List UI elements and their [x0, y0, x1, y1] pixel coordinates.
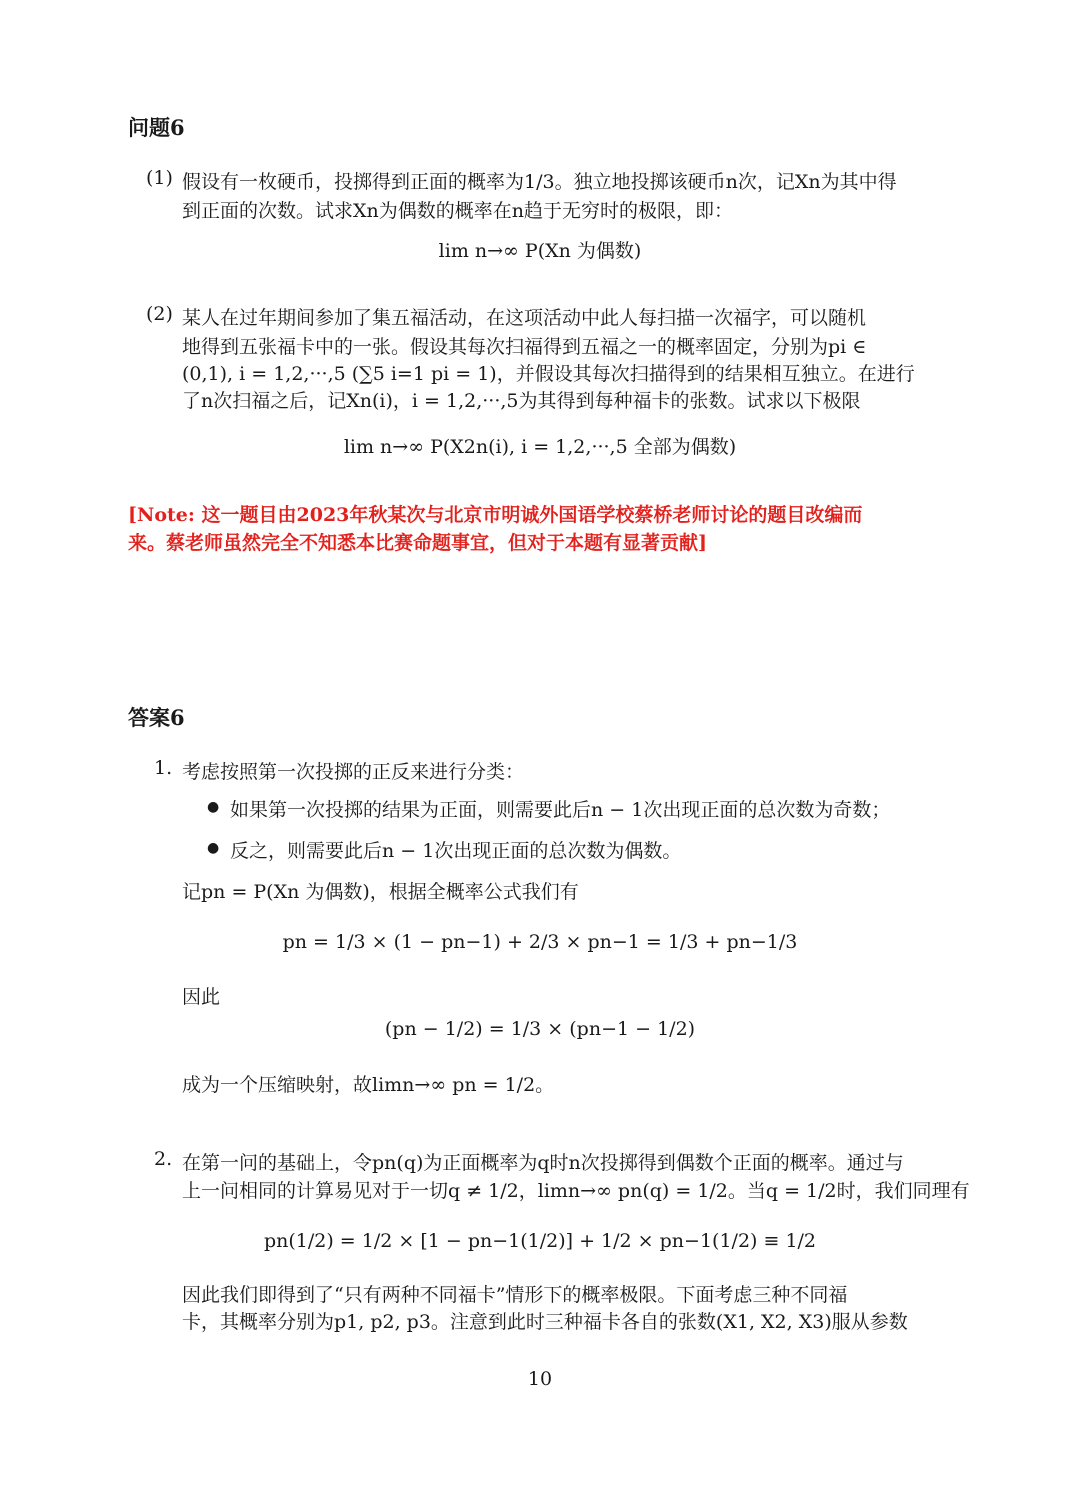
note-line2: 来。蔡老师虽然完全不知悉本比赛命题事宜，但对于本题有显著贡献]	[128, 532, 707, 554]
note-line1: [Note: 这一题目由2023年秋某次与北京市明诚外国语学校蔡桥老师讨论的题目改编而	[128, 504, 863, 526]
part1-label: (1)	[146, 167, 173, 189]
part2-line1: 某人在过年期间参加了集五福活动，在这项活动中此人每扫描一次福字，可以随机	[182, 307, 867, 329]
item2-line4: 卡，其概率分别为p1, p2, p3。注意到此时三种福卡各自的张数(X1, X2, X3)服从参数	[182, 1311, 908, 1333]
bullet-icon: ●	[207, 840, 220, 856]
item1-therefore: 因此	[182, 986, 221, 1008]
item2-line2: 上一问相同的计算易见对于一切q ≠ 1/2，limn→∞ pn(q) = 1/2。当q = 1/2时，我们同理有	[182, 1180, 970, 1202]
item1-bullet2: 反之，则需要此后n − 1次出现正面的总次数为偶数。	[230, 840, 682, 862]
item2-label: 2.	[154, 1148, 173, 1170]
item1-eq1: pn = 1/3 × (1 − pn−1) + 2/3 × pn−1 = 1/3 + pn−1/3	[282, 931, 798, 953]
item1-conclusion: 成为一个压缩映射，故limn→∞ pn = 1/2。	[182, 1074, 555, 1096]
part2-formula: lim n→∞ P(X2n(i), i = 1,2,···,5 全部为偶数)	[343, 436, 737, 458]
part2-line4: 了n次扫福之后，记Xn(i)，i = 1,2,···,5为其得到每种福卡的张数。试求以下极限	[182, 390, 861, 412]
item1-define: 记pn = P(Xn 为偶数)，根据全概率公式我们有	[182, 881, 579, 903]
item2-eq3: pn(1/2) = 1/2 × [1 − pn−1(1/2)] + 1/2 × pn−1(1/2) ≡ 1/2	[263, 1230, 817, 1252]
item2-line3: 因此我们即得到了“只有两种不同福卡”情形下的概率极限。下面考虑三种不同福	[182, 1284, 848, 1306]
part1-formula: lim n→∞ P(Xn 为偶数)	[438, 240, 642, 262]
bullet-icon: ●	[207, 799, 220, 815]
part2-line2: 地得到五张福卡中的一张。假设其每次扫福得到五福之一的概率固定，分别为pi ∈	[182, 336, 867, 358]
part1-line2: 到正面的次数。试求Xn为偶数的概率在n趋于无穷时的极限，即：	[182, 200, 734, 222]
item1-bullet1: 如果第一次投掷的结果为正面，则需要此后n − 1次出现正面的总次数为奇数；	[230, 799, 891, 821]
question-title: 问题6	[128, 115, 185, 140]
page-number: 10	[527, 1368, 553, 1390]
part2-label: (2)	[146, 303, 173, 325]
answer-title: 答案6	[128, 705, 185, 730]
item1-intro: 考虑按照第一次投掷的正反来进行分类：	[182, 761, 525, 783]
item1-eq2: (pn − 1/2) = 1/3 × (pn−1 − 1/2)	[384, 1018, 696, 1040]
part2-line3: (0,1), i = 1,2,···,5 (∑5 i=1 pi = 1)，并假设其每次扫描得到的结果相互独立。在进行	[182, 363, 915, 385]
part1-line1: 假设有一枚硬币，投掷得到正面的概率为1/3。独立地投掷该硬币n次，记Xn为其中得	[182, 171, 897, 193]
item2-line1: 在第一问的基础上，令pn(q)为正面概率为q时n次投掷得到偶数个正面的概率。通过与	[182, 1152, 904, 1174]
item1-label: 1.	[154, 757, 173, 779]
